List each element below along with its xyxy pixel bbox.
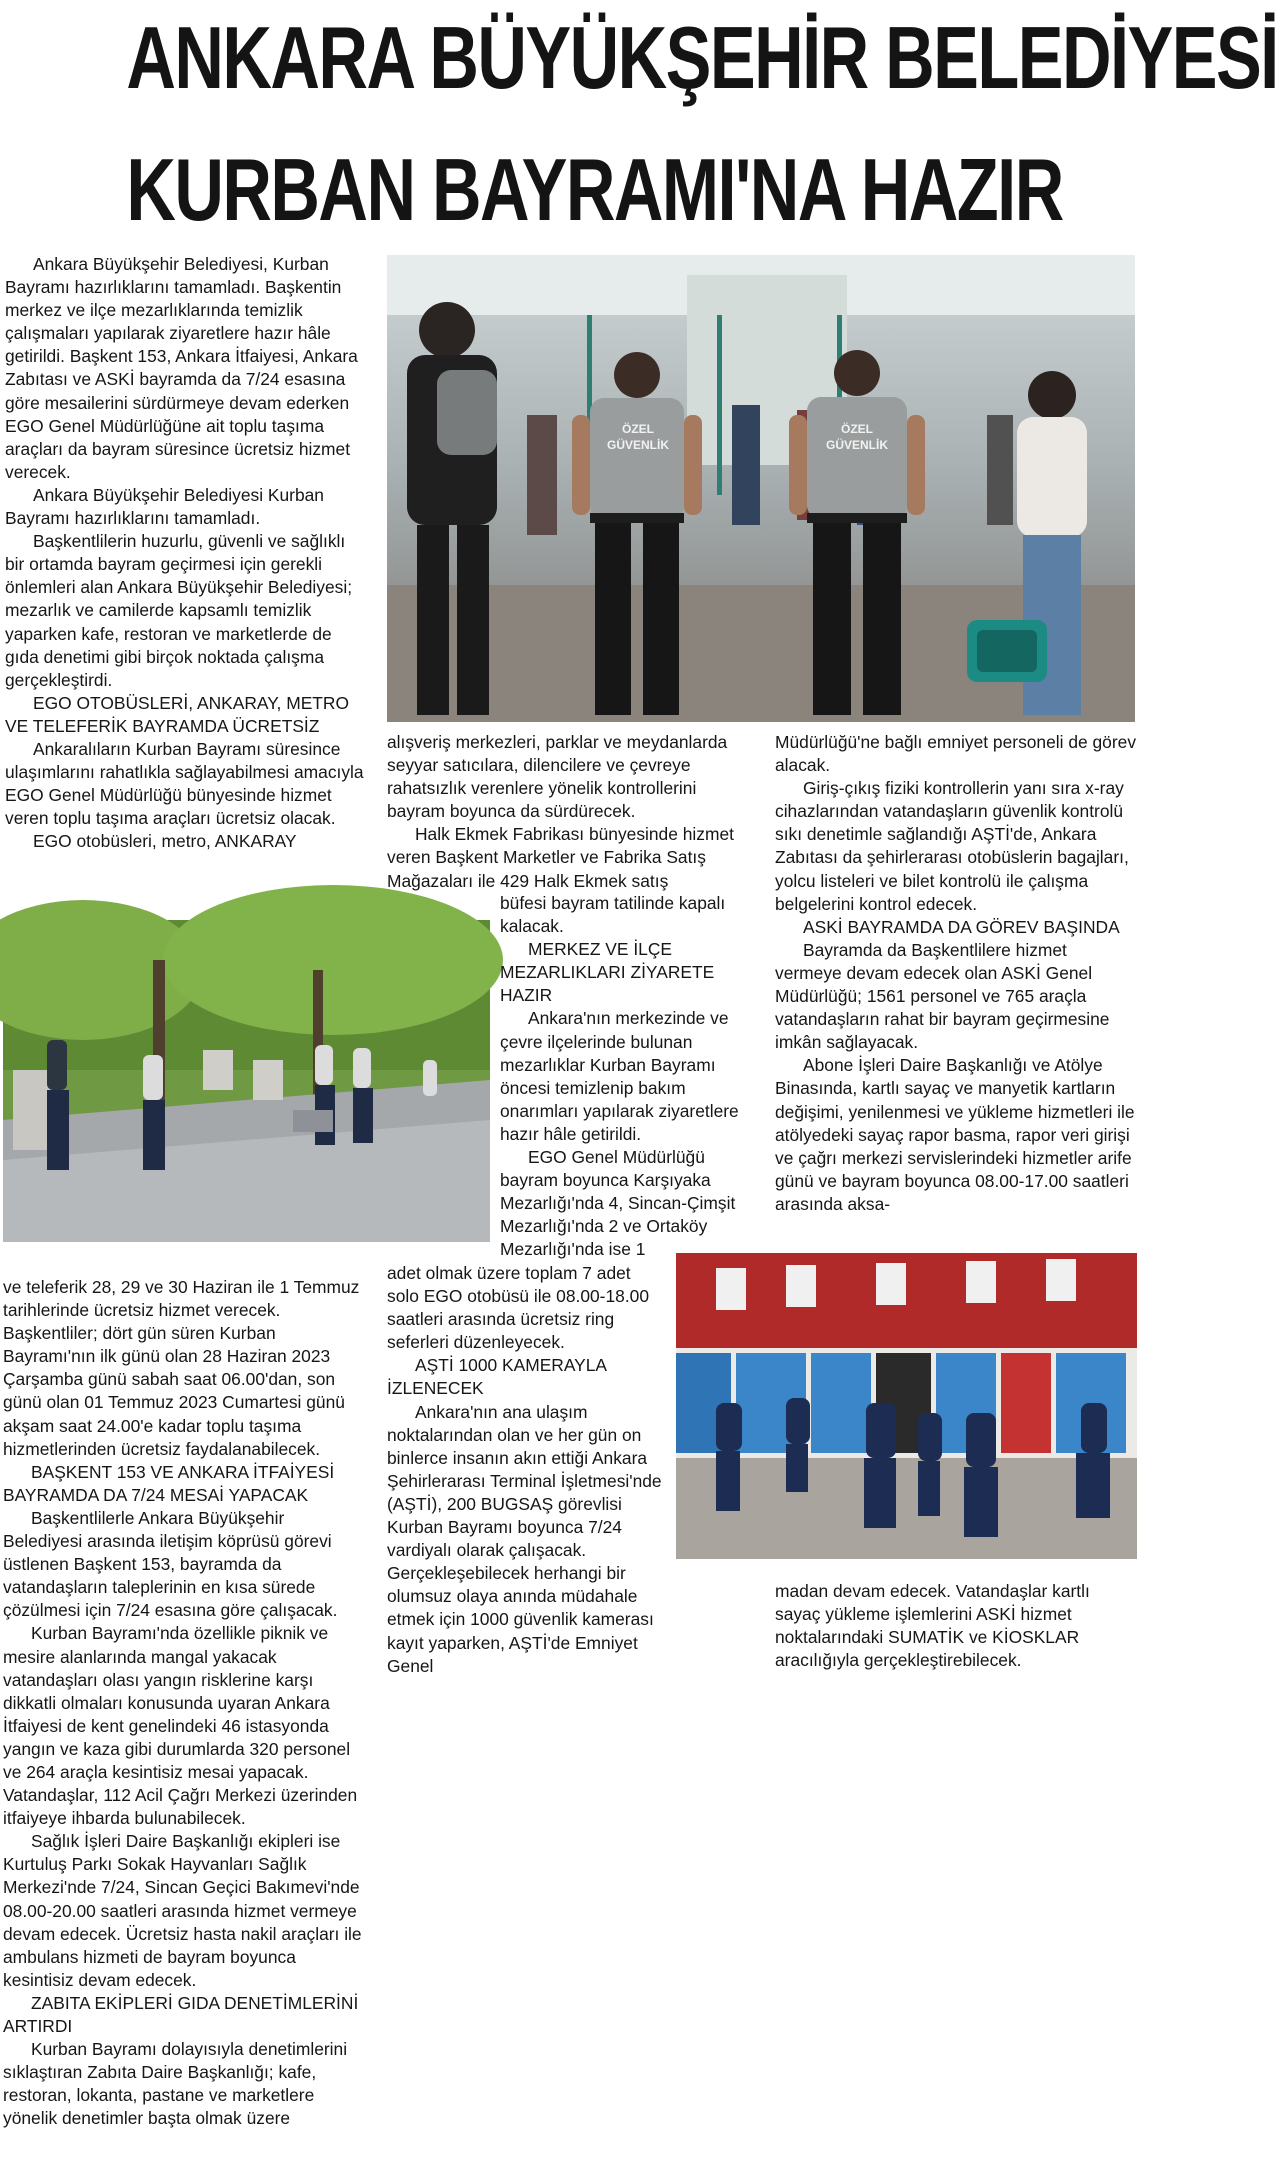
- column-1-bottom: [3, 1276, 365, 2130]
- paragraph: Bayramda da Başkentlilere hizmet vermeye devam edecek olan ASKİ Genel Müdürlüğü; 1561 personel ve 765 araçla vatandaşların rahat bir bayram geçirmesine imkân sağlayacak.: [775, 939, 1110, 1053]
- photo-security-guards: [387, 255, 1135, 722]
- paragraph: büfesi bayram tatilinde kapalı kalacak.: [500, 893, 726, 937]
- subheading: EGO OTOBÜSLERİ, ANKARAY, METRO VE TELEFERİK BAYRAMDA ÜCRETSİZ: [5, 692, 350, 736]
- headline-line-1: ANKARA BÜYÜKŞEHİR BELEDİYESİ: [126, 8, 1278, 107]
- paragraph: Ankara'nın merkezinde ve çevre ilçelerinde bulunan mezarlıklar Kurban Bayramı öncesi temizlenip bakım onarımları yapılarak ziyaretlere hazır hâle getirildi.: [500, 1008, 739, 1144]
- paragraph: Giriş-çıkış fiziki kontrollerin yanı sıra x-ray cihazlarından vatandaşların güvenlik kontrolü sıkı denetimle sağlandığı AŞTİ'de, Ankara Zabıtası da şehirlerarası otobüslerin bagajları, yolcu listeleri ve bilet kontrolü ile çalışma belgelerini kontrol edecek.: [775, 778, 1129, 914]
- paragraph: EGO otobüsleri, metro, ANKARAY: [33, 831, 297, 852]
- paragraph: Başkentlilerin huzurlu, güvenli ve sağlıklı bir ortamda bayram geçirmesi için gerekli önlemleri alan Ankara Büyükşehir Belediyesi; mezarlık ve camilerde kapsamlı temizlik yaparken kafe, restoran ve marketlerde de gıda denetimi gibi birçok noktada çalışma gerçekleştirdi.: [5, 531, 353, 690]
- column-3-top: [775, 731, 1137, 1216]
- photo-cemetery-cleaning: [3, 920, 490, 1242]
- photo-firefighters: [676, 1253, 1137, 1559]
- subheading: ZABITA EKİPLERİ GIDA DENETİMLERİNİ ARTIRDI: [3, 1992, 359, 2036]
- paragraph: ve teleferik 28, 29 ve 30 Haziran ile 1 Temmuz tarihlerinde ücretsiz hizmet verecek. Başkentliler; dört gün süren Kurban Bayramı'nın ilk günü olan 28 Haziran 2023 Çarşamba günü sabah saat 06.00'dan, son günü olan 01 Temmuz 2023 Cumartesi günü akşam saat 24.00'e kadar toplu taşıma hizmetlerinden ücretsiz faydalanabilecek.: [3, 1277, 360, 1459]
- paragraph: Sağlık İşleri Daire Başkanlığı ekipleri ise Kurtuluş Parkı Sokak Hayvanları Sağlık Merkezi'nde 7/24, Sincan Geçici Bakımevi'nde 08.00-20.00 saatleri arasında hizmet vermeye devam edecek. Ücretsiz hasta nakil araçları ile ambulans hizmeti de bayram boyunca kesintisiz devam edecek.: [3, 1831, 362, 1990]
- column-2-top: [387, 731, 746, 893]
- subheading: MERKEZ VE İLÇE MEZARLIKLARI ZİYARETE HAZIR: [500, 939, 715, 1006]
- column-3-bottom: [775, 1580, 1137, 1672]
- paragraph: madan devam edecek. Vatandaşlar kartlı sayaç yükleme işlemlerini ASKİ hizmet noktalarındaki SUMATİK ve KİOSKLAR aracılığıyla gerçekleştirebilecek.: [775, 1581, 1090, 1671]
- subheading: AŞTİ 1000 KAMERAYLA İZLENECEK: [387, 1355, 607, 1399]
- badge-text: ÖZEL: [622, 422, 654, 436]
- headline-line-2: KURBAN BAYRAMI'NA HAZIR: [126, 140, 1063, 239]
- paragraph: Ankara Büyükşehir Belediyesi Kurban Bayramı hazırlıklarını tamamladı.: [5, 484, 324, 529]
- paragraph: alışveriş merkezleri, parklar ve meydanlarda seyyar satıcılara, dilencilere ve çevreye rahatsızlık verenlere yönelik kontrollerini bayram boyunca da sürdürecek.: [387, 732, 728, 822]
- paragraph: Ankara Büyükşehir Belediyesi, Kurban Bayramı hazırlıklarını tamamladı. Başkentin merkez ve ilçe mezarlıklarında temizlik çalışmaları yapılarak ziyaretlere hazır hâle getirildi. Başkent 153, Ankara İtfaiyesi, Ankara Zabıtası ve ASKİ bayramda da 7/24 esasına göre mesailerini sürdürmeye devam ederken EGO Genel Müdürlüğüne ait toplu taşıma araçları da bayram süresince ücretsiz hizmet verecek.: [5, 254, 358, 482]
- paragraph: adet olmak üzere toplam 7 adet solo EGO otobüsü ile 08.00-18.00 saatleri arasında ücretsiz ring seferleri düzenleyecek.: [387, 1263, 649, 1353]
- column-1-top: [5, 253, 367, 853]
- badge-text: GÜVENLİK: [606, 438, 670, 452]
- badge-text: GÜVENLİK: [825, 438, 889, 452]
- paragraph: Abone İşleri Daire Başkanlığı ve Atölye Binasında, kartlı sayaç ve manyetik kartların değişimi, yenilenmesi ve yükleme hizmetleri ile atölyedeki sayaç rapor basma, rapor veri girişi ve çağrı merkezi servislerindeki hizmetler arife günü ve bayram boyunca 08.00-17.00 saatleri arasında aksa-: [775, 1055, 1135, 1214]
- column-2-mid: [500, 892, 746, 1262]
- badge-text: ÖZEL: [841, 422, 873, 436]
- paragraph: Kurban Bayramı dolayısıyla denetimlerini sıklaştıran Zabıta Daire Başkanlığı; kafe, restoran, lokanta, pastane ve marketlere yönelik denetimler başta olmak üzere: [3, 2039, 348, 2129]
- paragraph: Ankara'nın ana ulaşım noktalarından olan ve her gün on binlerce insanın akın ettiği Ankara Şehirlerarası Terminal İşletmesi'nde (AŞTİ), 200 BUGSAŞ görevlisi Kurban Bayramı boyunca 7/24 vardiyalı olarak çalışacak. Gerçekleşebilecek herhangi bir olumsuz olaya anında müdahale etmek için 1000 güvenlik kamerası kayıt yaparken, AŞTİ'de Emniyet Genel: [387, 1401, 662, 1676]
- column-2-bottom: [387, 1262, 667, 1678]
- subheading: BAŞKENT 153 VE ANKARA İTFAİYESİ BAYRAMDA DA 7/24 MESAİ YAPACAK: [3, 1461, 335, 1505]
- paragraph: EGO Genel Müdürlüğü bayram boyunca Karşıyaka Mezarlığı'nda 4, Sincan-Çimşit Mezarlığı'nda 2 ve Ortaköy Mezarlığı'nda ise 1: [500, 1147, 736, 1260]
- paragraph: Müdürlüğü'ne bağlı emniyet personeli de görev alacak.: [775, 732, 1137, 776]
- subheading: ASKİ BAYRAMDA DA GÖREV BAŞINDA: [803, 916, 1120, 937]
- paragraph: Halk Ekmek Fabrikası bünyesinde hizmet veren Başkent Marketler ve Fabrika Satış Mağazaları ile 429 Halk Ekmek satış: [387, 824, 734, 891]
- paragraph: Başkentlilerle Ankara Büyükşehir Belediyesi arasında iletişim köprüsü görevi üstlenen Başkent 153, bayramda da vatandaşların taleplerinin en kısa sürede çözülmesi için 7/24 esasına göre çalışacak.: [3, 1507, 338, 1621]
- paragraph: Kurban Bayramı'nda özellikle piknik ve mesire alanlarında mangal yakacak vatandaşları olası yangın risklerine karşı dikkatli olmaları konusunda uyaran Ankara İtfaiyesi de kent genelindeki 46 istasyonda yangın ve kaza gibi durumlarda 320 personel ve 264 araçla kesintisiz mesai yapacak. Vatandaşlar, 112 Acil Çağrı Merkezi üzerinden itfaiyeye ihbarda bulunabilecek.: [3, 1623, 358, 1829]
- paragraph: Ankaralıların Kurban Bayramı süresince ulaşımlarını rahatlıkla sağlayabilmesi amacıyla EGO Genel Müdürlüğü bünyesinde hizmet veren toplu taşıma araçları ücretsiz olacak.: [5, 738, 364, 829]
